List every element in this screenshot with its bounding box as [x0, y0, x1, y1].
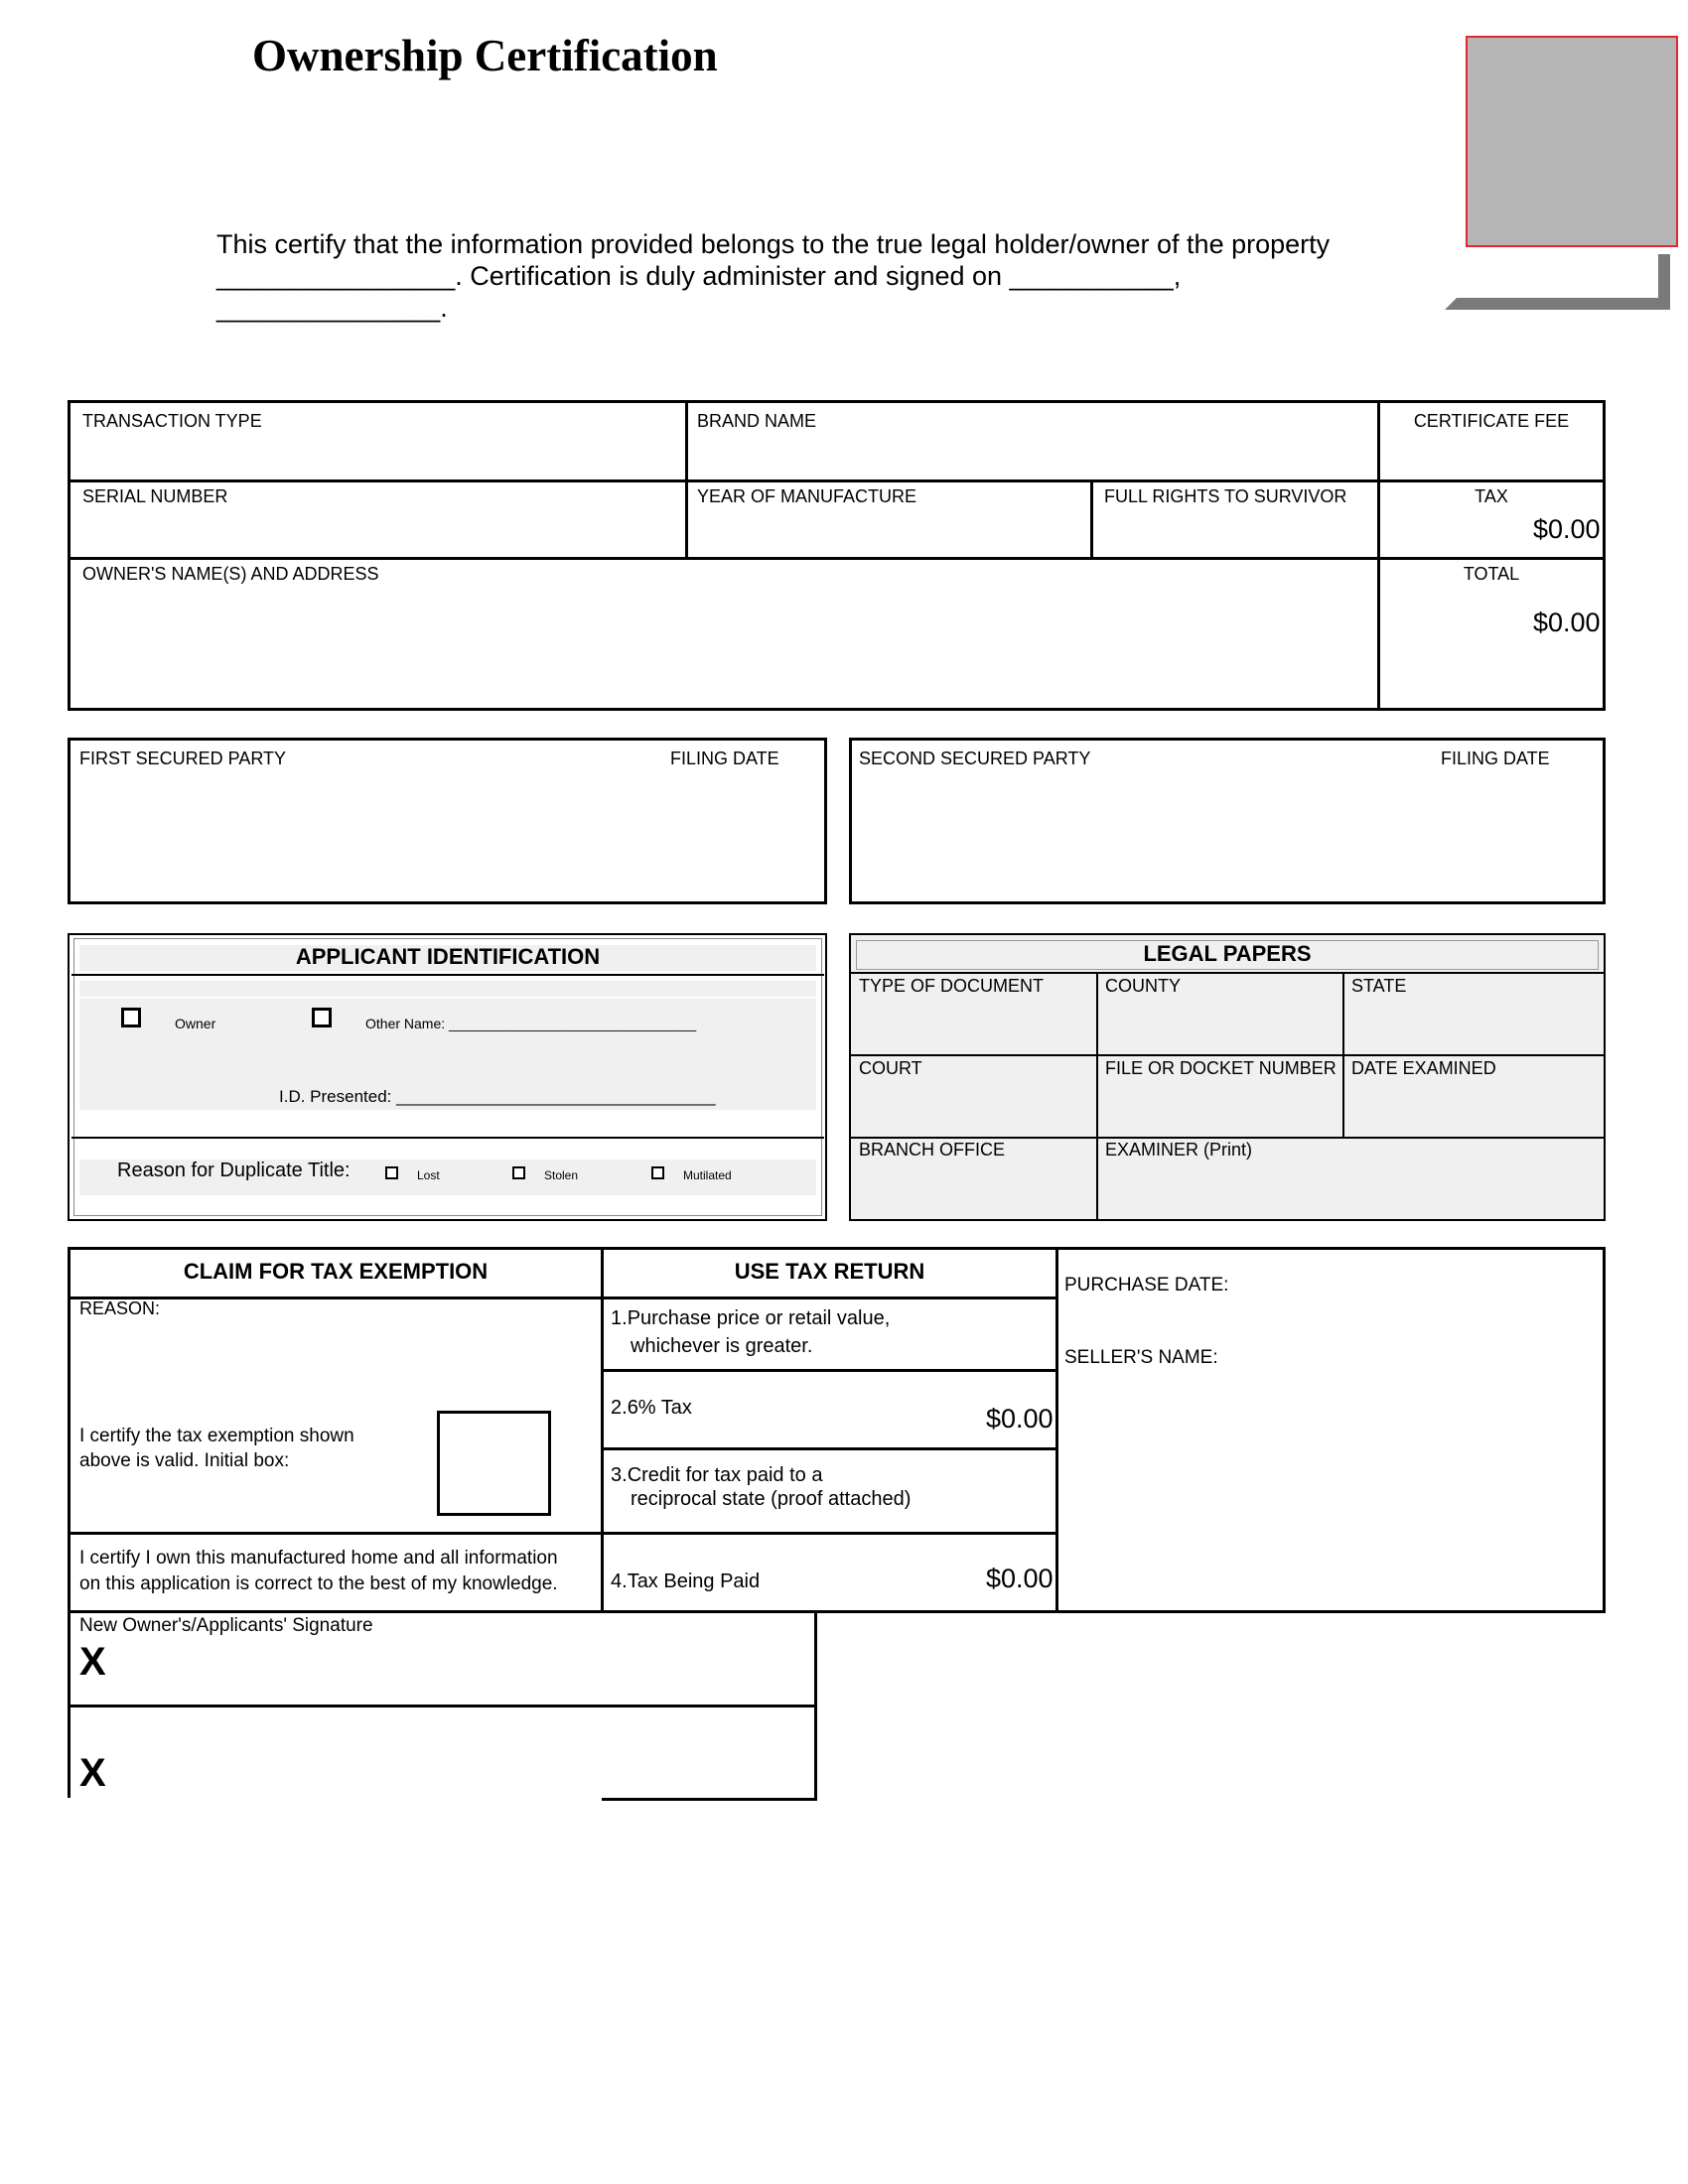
divider — [1096, 972, 1098, 1221]
legal-heading: LEGAL PAPERS — [1143, 941, 1312, 966]
divider — [1342, 972, 1344, 1139]
six-percent-tax-value: $0.00 — [986, 1404, 1054, 1433]
date-examined-field[interactable]: DATE EXAMINED — [1351, 1058, 1496, 1078]
owners-name-address-field[interactable]: OWNER'S NAME(S) AND ADDRESS — [82, 564, 379, 584]
examiner-field[interactable]: EXAMINER (Print) — [1105, 1140, 1253, 1160]
stamp-image-placeholder — [1466, 36, 1678, 247]
first-secured-party-label: FIRST SECURED PARTY — [79, 749, 287, 768]
own-line: I certify I own this manufactured home and all information — [79, 1548, 558, 1569]
reason-field[interactable]: REASON: — [79, 1298, 161, 1318]
item-label: Credit for tax paid to a — [627, 1464, 823, 1486]
certification-statement — [216, 228, 1438, 324]
full-rights-to-survivor-field[interactable]: FULL RIGHTS TO SURVIVOR — [1104, 486, 1347, 506]
page-title: Ownership Certification — [252, 31, 718, 80]
item-label: whichever is greater. — [631, 1335, 813, 1357]
brand-name-field[interactable]: BRAND NAME — [697, 411, 817, 431]
mutilated-checkbox[interactable] — [651, 1166, 664, 1179]
divider — [685, 400, 688, 559]
divider — [1090, 479, 1093, 559]
item-label: reciprocal state (proof attached) — [631, 1488, 912, 1510]
divider — [68, 557, 1606, 560]
item-number: 1. — [611, 1307, 628, 1329]
item-label: 6% Tax — [627, 1397, 692, 1419]
tax-exemption-heading: CLAIM FOR TAX EXEMPTION — [183, 1259, 489, 1284]
use-tax-heading: USE TAX RETURN — [734, 1259, 925, 1284]
purchase-date-field[interactable]: PURCHASE DATE: — [1064, 1275, 1229, 1296]
use-tax-item-3[interactable] — [611, 1463, 911, 1511]
intro-line: This certify that the information provided belongs to the true legal holder/owner of the property — [216, 229, 1331, 259]
certify-exemption-text — [79, 1424, 354, 1473]
divider — [849, 972, 1606, 974]
divider — [849, 1054, 1606, 1056]
serial-number-field[interactable]: SERIAL NUMBER — [82, 486, 228, 506]
divider — [68, 479, 1606, 482]
total-value: $0.00 — [1533, 608, 1601, 637]
court-field[interactable]: COURT — [859, 1058, 922, 1078]
divider — [68, 1705, 817, 1707]
divider — [68, 1297, 1058, 1299]
owner-checkbox-label: Owner — [175, 1016, 216, 1031]
stolen-label: Stolen — [544, 1168, 579, 1182]
tax-being-paid-value: $0.00 — [986, 1564, 1054, 1593]
lost-label: Lost — [417, 1168, 440, 1182]
tax-label: TAX — [1475, 486, 1508, 506]
second-filing-date-label: FILING DATE — [1441, 749, 1550, 768]
item-number: 2. — [611, 1397, 628, 1419]
use-tax-item-1[interactable] — [611, 1304, 890, 1360]
seller-name-field[interactable]: SELLER'S NAME: — [1064, 1347, 1218, 1368]
signature-line-1[interactable]: X — [79, 1640, 106, 1684]
stamp-shadow — [1445, 298, 1670, 310]
item-number: 4. — [611, 1570, 628, 1592]
certify-line: above is valid. Initial box: — [79, 1450, 290, 1471]
id-presented-field[interactable]: I.D. Presented: __________________________________ — [279, 1087, 716, 1106]
item-number: 3. — [611, 1464, 628, 1486]
divider — [71, 974, 824, 976]
county-field[interactable]: COUNTY — [1105, 976, 1181, 996]
transaction-type-field[interactable]: TRANSACTION TYPE — [82, 411, 262, 431]
divider — [601, 1447, 1057, 1450]
initial-box[interactable] — [437, 1411, 551, 1516]
other-checkbox[interactable] — [312, 1008, 332, 1027]
certificate-fee-field[interactable]: CERTIFICATE FEE — [1413, 411, 1570, 431]
divider — [602, 1798, 817, 1801]
main-info-table — [68, 400, 1606, 711]
owner-checkbox[interactable] — [121, 1008, 141, 1027]
divider — [71, 1137, 824, 1139]
branch-office-field[interactable]: BRANCH OFFICE — [859, 1140, 1006, 1160]
ownership-certify-text — [79, 1546, 558, 1597]
file-docket-number-field[interactable]: FILE OR DOCKET NUMBER — [1105, 1058, 1336, 1078]
own-line: on this application is correct to the best of my knowledge. — [79, 1573, 558, 1594]
tax-value: $0.00 — [1533, 514, 1601, 544]
year-of-manufacture-field[interactable]: YEAR OF MANUFACTURE — [697, 486, 917, 506]
stolen-checkbox[interactable] — [512, 1166, 525, 1179]
type-of-document-field[interactable]: TYPE OF DOCUMENT — [859, 976, 1045, 996]
divider — [68, 1532, 1058, 1535]
signature-line-2[interactable]: X — [79, 1751, 106, 1795]
divider — [1055, 1247, 1058, 1613]
second-secured-party-label: SECOND SECURED PARTY — [859, 749, 1091, 768]
lost-checkbox[interactable] — [385, 1166, 398, 1179]
item-label: Tax Being Paid — [627, 1570, 761, 1592]
use-tax-item-4[interactable] — [611, 1570, 760, 1593]
signature-label: New Owner's/Applicants' Signature — [79, 1615, 373, 1636]
use-tax-item-2[interactable] — [611, 1397, 692, 1420]
duplicate-reason-label: Reason for Duplicate Title: — [117, 1160, 351, 1181]
mutilated-label: Mutilated — [683, 1168, 732, 1182]
other-name-field[interactable]: Other Name: ________________________________ — [365, 1016, 697, 1031]
first-filing-date-label: FILING DATE — [670, 749, 779, 768]
item-label: Purchase price or retail value, — [627, 1307, 891, 1329]
intro-line: _______________. — [216, 293, 448, 323]
intro-line: ________________. Certification is duly administer and signed on ___________, — [216, 261, 1182, 291]
certify-line: I certify the tax exemption shown — [79, 1426, 354, 1446]
applicant-id-subbar — [79, 997, 816, 999]
divider — [601, 1247, 604, 1613]
state-field[interactable]: STATE — [1351, 976, 1407, 996]
applicant-heading: APPLICANT IDENTIFICATION — [295, 944, 601, 969]
divider — [601, 1369, 1057, 1372]
divider — [849, 1137, 1606, 1139]
divider — [1377, 400, 1380, 711]
total-label: TOTAL — [1463, 564, 1520, 584]
